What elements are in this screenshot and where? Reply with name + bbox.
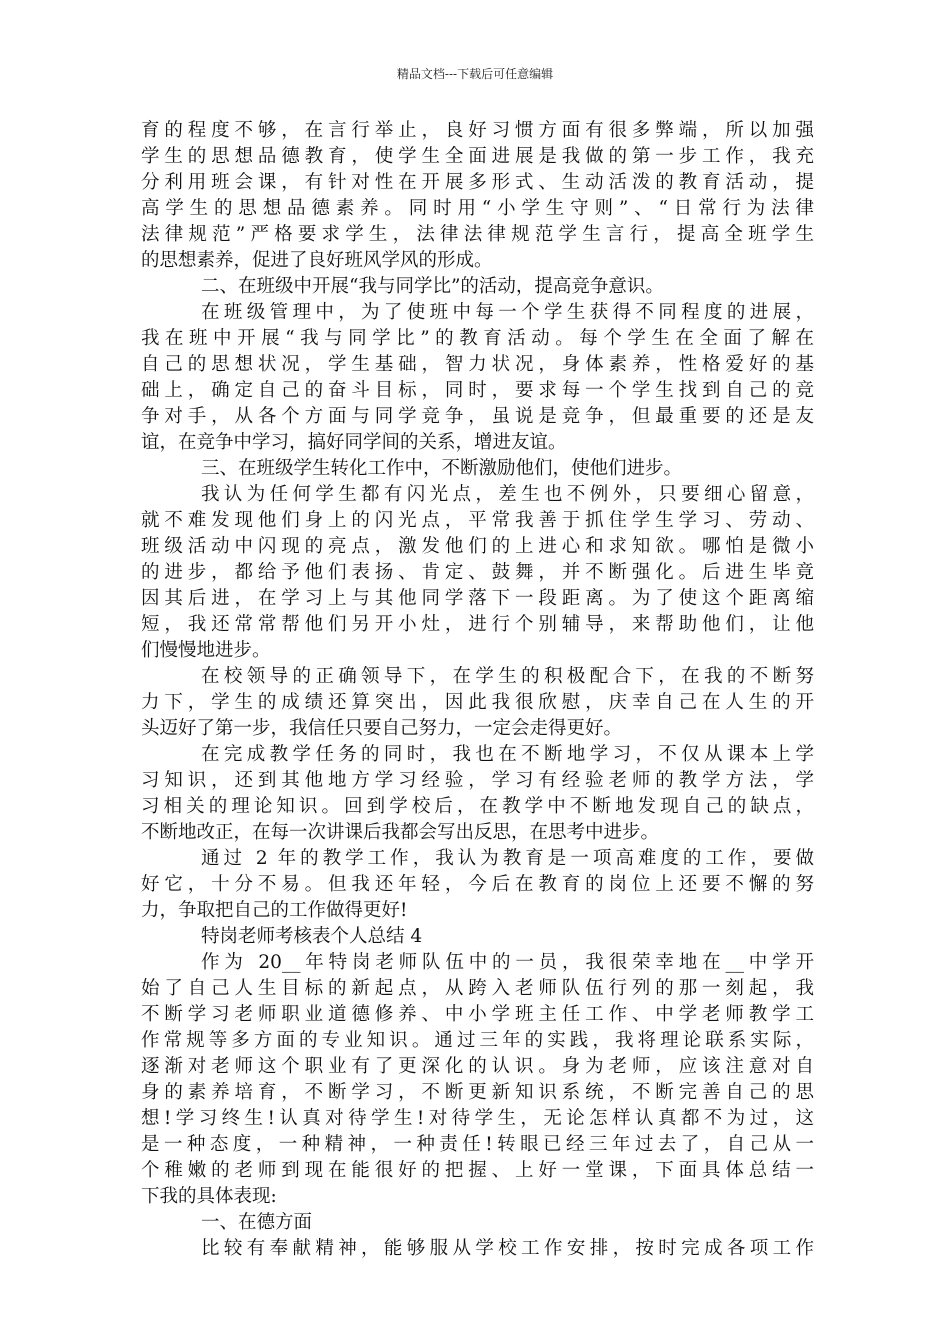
text-line: 是一种态度，一种精神，一种责任!转眼已经三年过去了，自己从一 bbox=[141, 1134, 814, 1155]
text-line: 分利用班会课，有针对性在开展多形式、生动活泼的教育活动，提 bbox=[141, 172, 814, 193]
text-line: 争对手，从各个方面与同学竞争，虽说是竞争，但最重要的还是友 bbox=[141, 406, 814, 427]
text-line: 习相关的理论知识。回到学校后，在教学中不断地发现自己的缺点， bbox=[141, 796, 814, 817]
text-line: 育的程度不够，在言行举止，良好习惯方面有很多弊端，所以加强 bbox=[141, 120, 814, 141]
text-line: 因其后进，在学习上与其他同学落下一段距离。为了使这个距离缩 bbox=[141, 588, 814, 609]
text-line: 础上，确定自己的奋斗目标，同时，要求每一个学生找到自己的竞 bbox=[141, 380, 814, 401]
document-body bbox=[141, 118, 814, 1262]
text-line: 就不难发现他们身上的闪光点，平常我善于抓住学生学习、劳动、 bbox=[141, 510, 814, 531]
text-line: 比较有奉献精神，能够服从学校工作安排，按时完成各项工作 bbox=[201, 1238, 814, 1259]
text-line: 学生的思想品德教育，使学生全面进展是我做的第一步工作，我充 bbox=[141, 146, 814, 167]
text-line: 法律规范”严格要求学生，法律法律规范学生言行，提高全班学生 bbox=[141, 224, 814, 245]
text-line: 二、在班级中开展“我与同学比”的活动，提高竞争意识。 bbox=[201, 276, 664, 297]
page-header: 精品文档---下载后可任意编辑 bbox=[396, 67, 554, 81]
text-line: 三、在班级学生转化工作中，不断激励他们，使他们进步。 bbox=[201, 458, 683, 479]
text-line: 力下，学生的成绩还算突出，因此我很欣慰，庆幸自己在人生的开 bbox=[141, 692, 814, 713]
text-line: 通过 2 年的教学工作，我认为教育是一项高难度的工作，要做 bbox=[201, 848, 814, 869]
text-line: 力，争取把自己的工作做得更好! bbox=[141, 900, 408, 921]
text-line: 个稚嫩的老师到现在能很好的把握、上好一堂课，下面具体总结一 bbox=[141, 1160, 814, 1181]
text-line: 我认为任何学生都有闪光点，差生也不例外，只要细心留意， bbox=[201, 484, 814, 505]
text-line: 一、在德方面 bbox=[201, 1212, 313, 1233]
text-line: 习知识，还到其他地方学习经验，学习有经验老师的教学方法，学 bbox=[141, 770, 814, 791]
text-line: 头迈好了第一步，我信任只要自己努力，一定会走得更好。 bbox=[141, 718, 623, 739]
text-line: 想!学习终生!认真对待学生!对待学生，无论怎样认真都不为过，这 bbox=[141, 1108, 814, 1129]
text-line: 逐渐对老师这个职业有了更深化的认识。身为老师，应该注意对自 bbox=[141, 1056, 814, 1077]
text-line: 们慢慢地进步。 bbox=[141, 640, 271, 661]
text-line: 我在班中开展“我与同学比”的教育活动。每个学生在全面了解在 bbox=[141, 328, 814, 349]
text-line: 的思想素养，促进了良好班风学风的形成。 bbox=[141, 250, 493, 271]
text-line: 的进步，都给予他们表扬、肯定、鼓舞，并不断强化。后进生毕竟 bbox=[141, 562, 814, 583]
text-line: 短，我还常常帮他们另开小灶，进行个别辅导，来帮助他们，让他 bbox=[141, 614, 814, 635]
text-line: 在完成教学任务的同时，我也在不断地学习，不仅从课本上学 bbox=[201, 744, 814, 765]
text-line: 自己的思想状况，学生基础，智力状况，身体素养，性格爱好的基 bbox=[141, 354, 814, 375]
text-line: 好它，十分不易。但我还年轻，今后在教育的岗位上还要不懈的努 bbox=[141, 874, 814, 895]
text-line: 在校领导的正确领导下，在学生的积极配合下，在我的不断努 bbox=[201, 666, 814, 687]
text-line: 作为 20__年特岗老师队伍中的一员，我很荣幸地在__中学开 bbox=[201, 952, 814, 973]
text-line: 始了自己人生目标的新起点，从跨入老师队伍行列的那一刻起，我 bbox=[141, 978, 814, 999]
text-line: 在班级管理中，为了使班中每一个学生获得不同程度的进展， bbox=[201, 302, 814, 323]
text-line: 特岗老师考核表个人总结 4 bbox=[201, 926, 423, 947]
text-line: 下我的具体表现: bbox=[141, 1186, 277, 1207]
text-line: 作常规等多方面的专业知识。通过三年的实践，我将理论联系实际， bbox=[141, 1030, 814, 1051]
text-line: 高学生的思想品德素养。同时用“小学生守则”、“日常行为法律 bbox=[141, 198, 814, 219]
text-line: 身的素养培育，不断学习，不断更新知识系统，不断完善自己的思 bbox=[141, 1082, 814, 1103]
text-line: 班级活动中闪现的亮点，激发他们的上进心和求知欲。哪怕是微小 bbox=[141, 536, 814, 557]
text-line: 不断学习老师职业道德修养、中小学班主任工作、中学老师教学工 bbox=[141, 1004, 814, 1025]
text-line: 谊，在竞争中学习，搞好同学间的关系，增进友谊。 bbox=[141, 432, 567, 453]
text-line: 不断地改正，在每一次讲课后我都会写出反思，在思考中进步。 bbox=[141, 822, 660, 843]
